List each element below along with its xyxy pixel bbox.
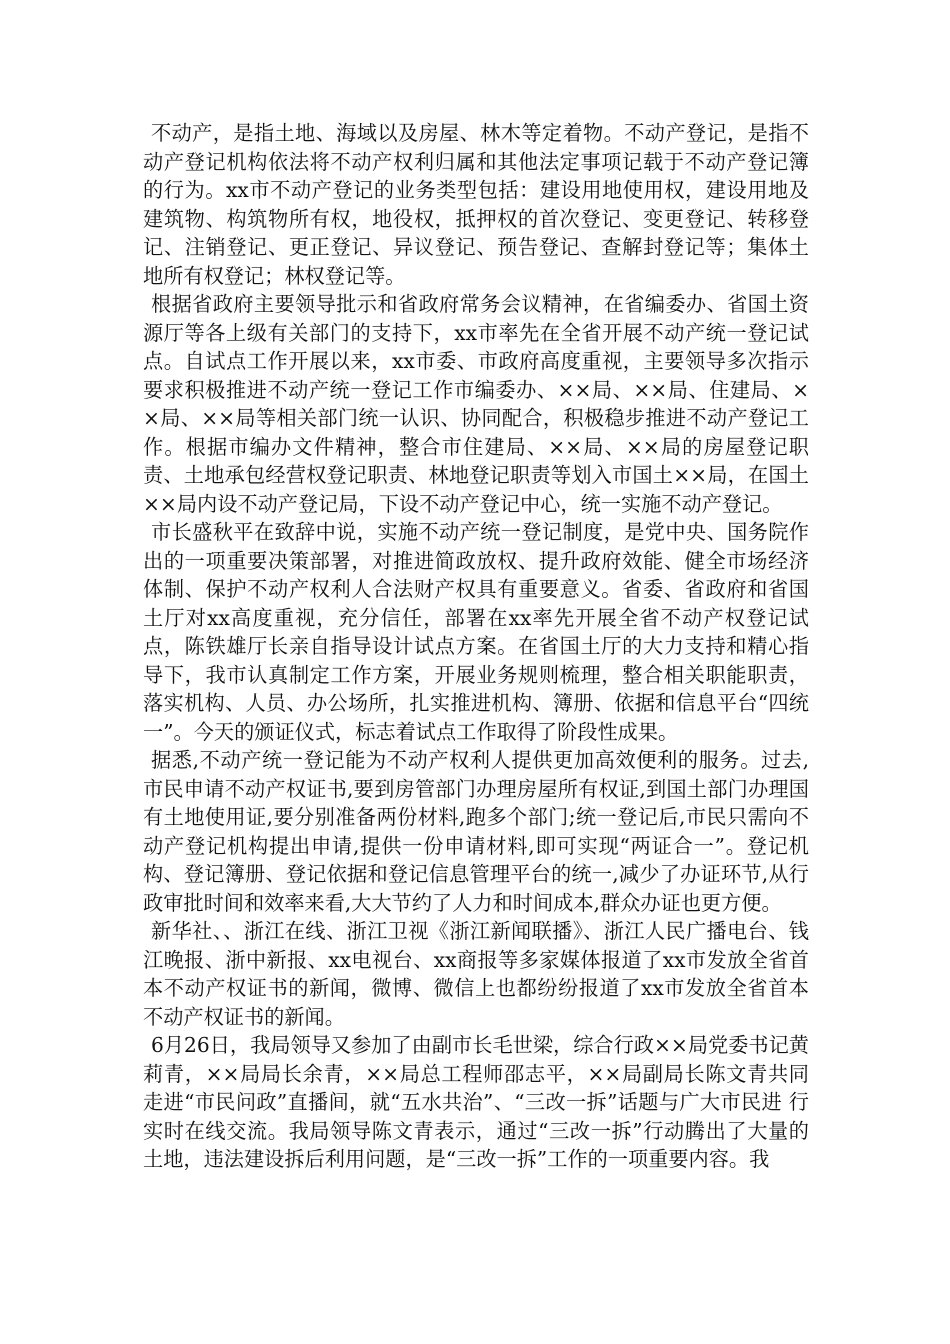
document-page: [143, 119, 809, 1174]
paragraph-mayor-speech: 市长盛秋平在致辞中说，实施不动产统一登记制度，是党中央、国务院作出的一项重要决策部署，对推进简政放权、提升政府效能、健全市场经济体制、保护不动产权利人合法财产权具有重要意义。省委、省政府和省国土厅对xx高度重视，充分信任，部署在xx率先开展全省不动产权登记试点，陈铁雄厅长亲自指导设计试点方案。在省国土厅的大力支持和精心指导下，我市认真制定工作方案，开展业务规则梳理，整合相关职能职责，落实机构、人员、办公场所，扎实推进机构、簿册、依据和信息平台“四统一”。今天的颁证仪式，标志着试点工作取得了阶段性成果。: [143, 520, 809, 744]
paragraph-convenience: 据悉,不动产统一登记能为不动产权利人提供更加高效便利的服务。过去,市民申请不动产权证书,要到房管部门办理房屋所有权证,到国土部门办理国有土地使用证,要分别准备两份材料,跑多个部门;统一登记后,市民只需向不动产登记机构提出申请,提供一份申请材料,即可实现“两证合一”。登记机构、登记簿册、登记依据和登记信息管理平台的统一,减少了办证环节,从行政审批时间和效率来看,大大节约了人力和时间成本,群众办证也更方便。: [143, 748, 809, 915]
paragraph-definition: 不动产，是指土地、海域以及房屋、林木等定着物。不动产登记，是指不动产登记机构依法将不动产权利归属和其他法定事项记载于不动产登记簿的行为。xx市不动产登记的业务类型包括：建设用地使用权，建设用地及建筑物、构筑物所有权，地役权，抵押权的首次登记、变更登记、转移登记、注销登记、更正登记、异议登记、预告登记、查解封登记等；集体土地所有权登记；林权登记等。: [143, 121, 809, 288]
paragraph-media-coverage: 新华社、、浙江在线、浙江卫视《浙江新闻联播》、浙江人民广播电台、钱江晚报、浙中新报、xx电视台、xx商报等多家媒体报道了xx市发放全省首本不动产权证书的新闻，微博、微信上也都纷纷报道了xx市发放全省首本不动产权证书的新闻。: [143, 919, 809, 1029]
paragraph-june-26: 6月26日，我局领导又参加了由副市长毛世梁，综合行政××局党委书记黄莉青，××局局长余青，××局总工程师邵志平，××局副局长陈文青共同走进“市民问政”直播间，就“五水共治”、“三改一拆”话题与广大市民进 行实时在线交流。我局领导陈文青表示，通过“三改一拆”行动腾出了大量的土地，违法建设拆后利用问题，是“三改一拆”工作的一项重要内容。我: [143, 1033, 809, 1171]
paragraph-pilot-background: 根据省政府主要领导批示和省政府常务会议精神，在省编委办、省国土资源厅等各上级有关部门的支持下，xx市率先在全省开展不动产统一登记试点。自试点工作开展以来，xx市委、市政府高度重视，主要领导多次指示要求积极推进不动产统一登记工作市编委办、××局、××局、住建局、××局、××局等相关部门统一认识、协同配合，积极稳步推进不动产登记工作。根据市编办文件精神，整合市住建局、××局、××局的房屋登记职责、土地承包经营权登记职责、林地登记职责等划入市国土××局，在国土××局内设不动产登记局，下设不动产登记中心，统一实施不动产登记。: [143, 292, 809, 516]
